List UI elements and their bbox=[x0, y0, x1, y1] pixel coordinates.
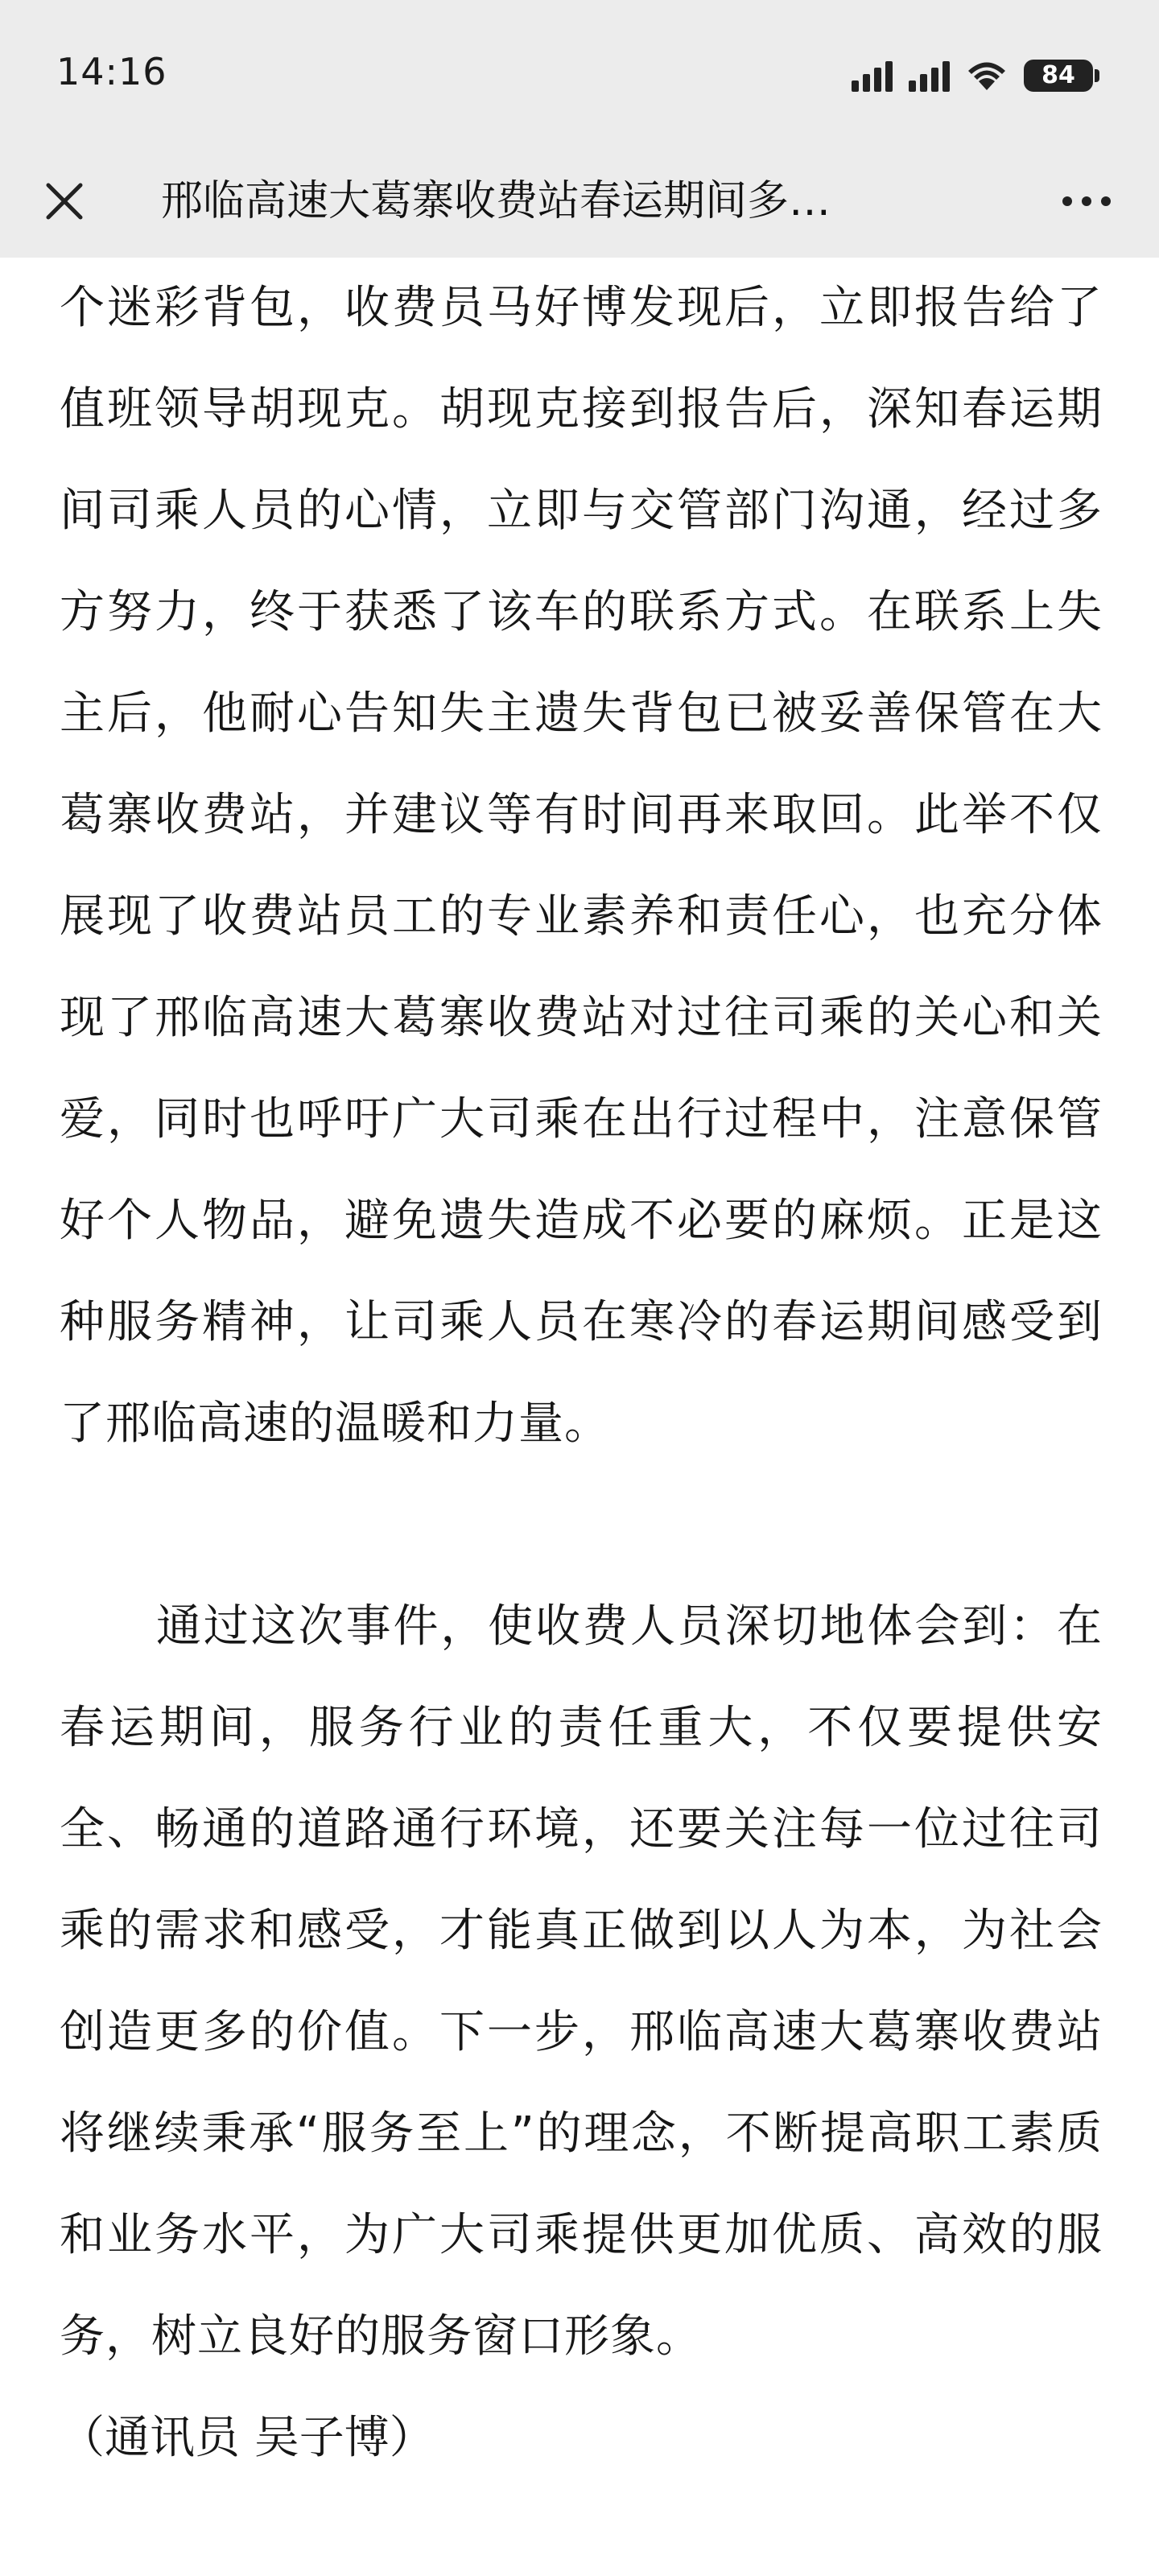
more-dots-icon bbox=[1101, 196, 1111, 206]
battery-icon bbox=[1024, 60, 1093, 92]
nav-bar bbox=[0, 145, 1159, 258]
signal-icon-2 bbox=[909, 60, 950, 92]
page-title: 邢临高速大葛寨收费站春运期间多… bbox=[161, 177, 831, 225]
close-icon bbox=[40, 177, 89, 225]
paragraph-spacer bbox=[60, 1475, 1103, 1576]
status-icons bbox=[852, 56, 1093, 92]
wifi-icon bbox=[966, 60, 1008, 92]
article-paragraph-1: 个迷彩背包，收费员马好博发现后，立即报告给了值班领导胡现克。胡现克接到报告后，深知春运期间司乘人员的心情，立即与交管部门沟通，经过多方努力，终于获悉了该车的联系方式。在联系上失主后，他耐心告知失主遗失背包已被妥善保管在大葛寨收费站，并建议等有时间再来取回。此举不仅展现了收费站员工的专业素养和责任心，也充分体现了邢临高速大葛寨收费站对过往司乘的关心和关爱，同时也呼吁广大司乘在出行过程中，注意保管好个人物品，避免遗失造成不必要的麻烦。正是这种服务精神，让司乘人员在寒冷的春运期间感受到了邢临高速的温暖和力量。 bbox=[60, 282, 1103, 1450]
more-dots-icon bbox=[1062, 196, 1072, 206]
status-time: 14:16 bbox=[56, 50, 167, 93]
more-button[interactable] bbox=[1038, 161, 1135, 242]
status-bar bbox=[0, 0, 1159, 145]
close-button[interactable] bbox=[24, 161, 105, 242]
article-paragraph-2: 通过这次事件，使收费人员深切地体会到：在春运期间，服务行业的责任重大，不仅要提供安全、畅通的道路通行环境，还要关注每一位过往司乘的需求和感受，才能真正做到以人为本，为社会创造更多的价值。下一步，邢临高速大葛寨收费站将继续秉承“服务至上”的理念，不断提高职工素质和业务水平，为广大司乘提供更加优质、高效的服务，树立良好的服务窗口形象。 bbox=[60, 1600, 1103, 2363]
battery-level: 84 bbox=[1041, 61, 1075, 89]
more-dots-icon bbox=[1082, 196, 1091, 206]
signal-icon bbox=[852, 60, 893, 92]
article-body bbox=[60, 258, 1103, 2489]
article-author: （通讯员 吴子博） bbox=[60, 2412, 435, 2464]
battery-cap bbox=[1095, 69, 1099, 82]
